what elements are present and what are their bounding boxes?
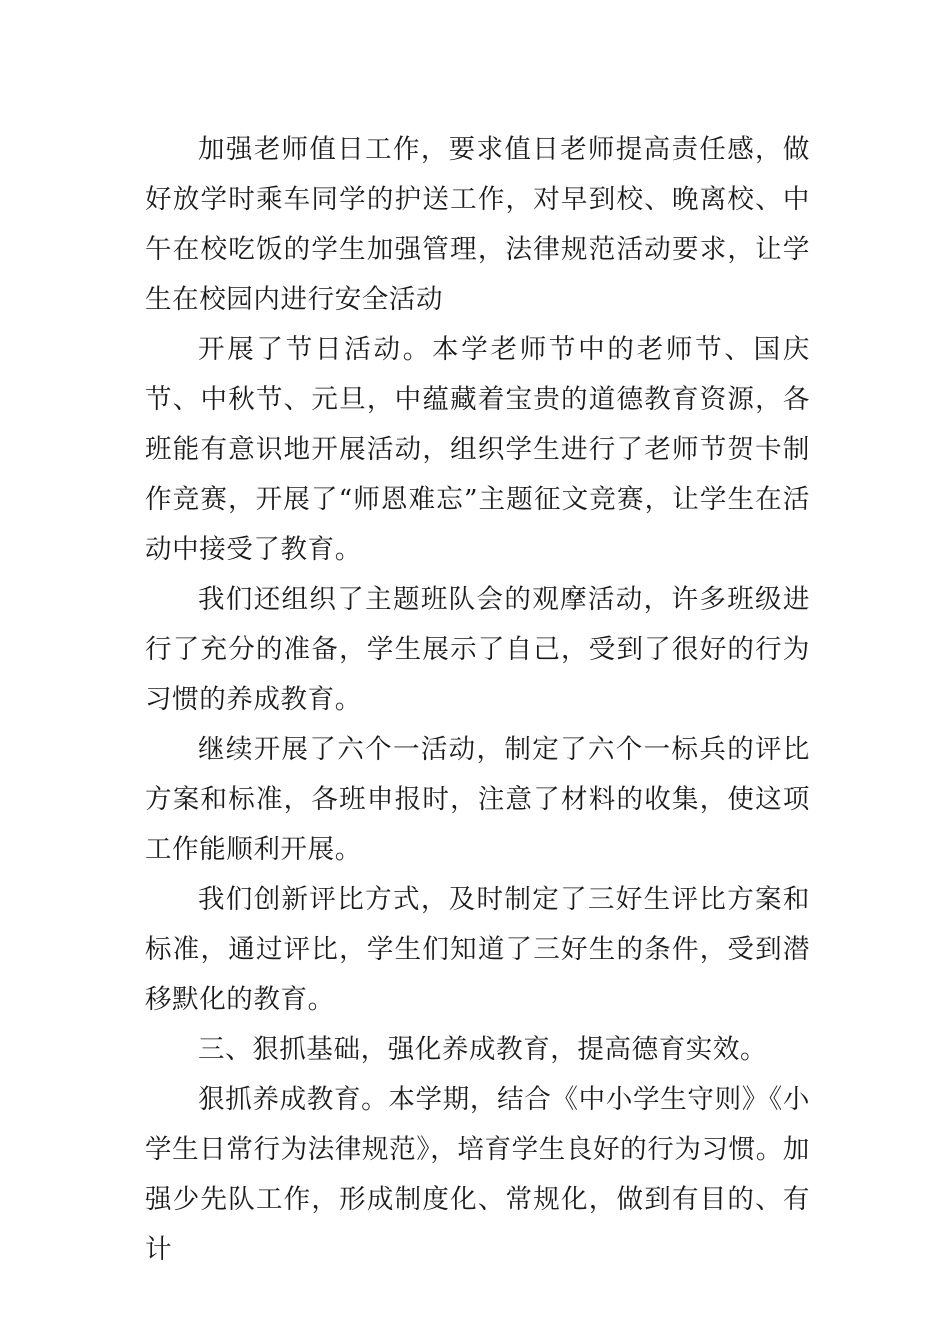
paragraph-three-good-students: 我们创新评比方式，及时制定了三好生评比方案和标准，通过评比，学生们知道了三好生的条件，受到潜移默化的教育。 [145, 884, 810, 1015]
paragraph-festival-activities: 开展了节日活动。本学老师节中的老师节、国庆节、中秋节、元旦，中蕴藏着宝贵的道德教育资源，各班能有意识地开展活动，组织学生进行了老师节贺卡制作竞赛，开展了“师恩难忘”主题征文竞赛，让学生在活动中接受了教育。 [145, 334, 810, 565]
section-heading-three: 三、狠抓基础，强化养成教育，提高德育实效。 [198, 1034, 768, 1065]
document-body [145, 125, 810, 1275]
paragraph-duty-teacher: 加强老师值日工作，要求值日老师提高责任感，做好放学时乘车同学的护送工作，对早到校、晚离校、中午在校吃饭的学生加强管理，法律规范活动要求，让学生在校园内进行安全活动 [145, 134, 810, 315]
paragraph-habit-education: 狠抓养成教育。本学期，结合《中小学生守则》《小学生日常行为法律规范》，培育学生良好的行为习惯。加强少先队工作，形成制度化、常规化，做到有目的、有计 [145, 1084, 810, 1265]
paragraph-class-meeting: 我们还组织了主题班队会的观摩活动，许多班级进行了充分的准备，学生展示了自己，受到了很好的行为习惯的养成教育。 [145, 584, 810, 715]
paragraph-six-ones: 继续开展了六个一活动，制定了六个一标兵的评比方案和标准，各班申报时，注意了材料的收集，使这项工作能顺利开展。 [145, 734, 810, 865]
